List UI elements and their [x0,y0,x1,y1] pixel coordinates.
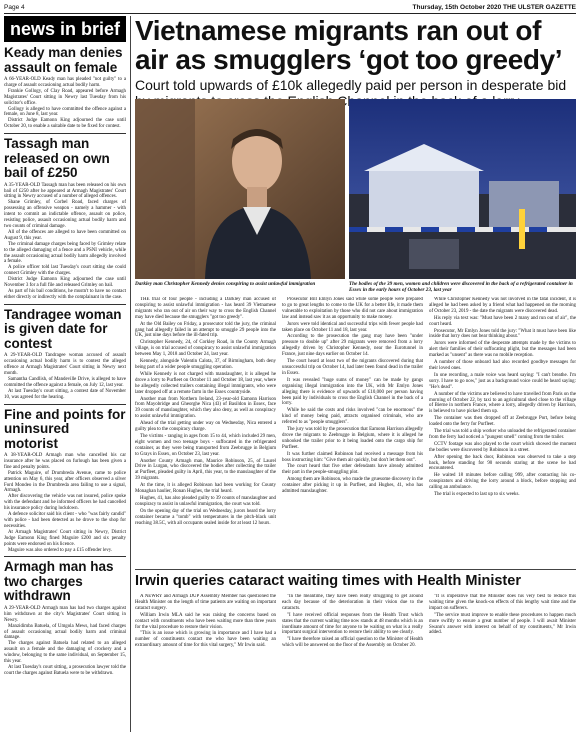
brief-paragraph: A defence solicitor said his client - who "was fairly candid" with police - had been detected as he drove to the shop for necessities. [4,512,126,529]
brief-paragraph: Patrick Maguire, of Drumbreda Avenue, came to police attention on May 6, this year, after officers observed a silver Ford Mondeo in the Drumbreda area failing to use a signal, Armagh. [4,470,126,494]
brief-body [4,453,126,553]
second-column-1 [135,594,276,730]
brief-paragraph: A 35-YEAR-OLD Tassagh man has been released on his own bail of £250 after he appeared at Armagh Magistrates' Court sitting in Newry accused of a number of alleged offences. [4,182,126,200]
lead-column-1 [135,297,276,565]
lead-story-heading [135,16,576,109]
brief-headline: Armagh man has two charges withdrawn [4,559,114,604]
brief-paragraph: The charges against Batuela had related to an alleged assault on a female and the damaging of crockery and a window, belonging to the same individual, on September 15, this year. [4,641,126,665]
paragraph: In one recording, a male voice was heard saying: "I can't breathe. I'm sorry. I have to go now," just as a background voice could be heard saying: "He's dead". [429,372,576,390]
brief-body [4,183,126,301]
photo-defendant [135,99,345,279]
paragraph: Among them are Robinson, who made the gruesome discovery in the container after picking it up in Purfleet, and Hughes, 41, who has admitted manslaughter. [282,477,423,495]
paragraph: The court heard at least two of the migrants discovered during that unsuccessful trip on October 14, had later been found dead in the trailer in Essex. [282,359,423,376]
paragraph: Kennedy, alongside Valentin Calota, 37, of Birmingham, both deny being part of a wider people smuggling operation. [135,359,276,370]
brief-paragraph: A police officer told last Tuesday's court sitting she could connect Grimley with the charges. [4,265,126,277]
paragraph: The container was then dropped off at Zeebrugge Port, before being loaded onto the ferry for Purfleet. [429,416,576,428]
brief-divider [4,556,126,557]
paragraph: Another man from Northern Ireland, 23-year-old Eamonn Harrison from Mayobridge and Gheorghe Nica (43) of Basildon in Essex, face 39 counts of manslaughter, which they also deny, as well as conspiracy to assist unlawful immigration. [135,396,276,420]
second-column-2 [282,594,423,730]
lead-standfirst: Court told upwards of £10k allegedly paid per person in desperate bid [135,77,567,93]
page-header [4,2,576,14]
paragraph: "In the meantime, they have been really struggling to get around each day because of the deterioration in their vision due to the cataracts. [282,594,423,611]
brief-paragraph: Manzidimba Batuela, of Umgola Mews, had faced charges of assault occasioning actual bodily harm and criminal damage. [4,623,126,641]
paragraph: While Christopher Kennedy was not involved in the fatal incident, it is alleged he had been asked by a friend what had happened on the morning of October 23, 2019 - the date the migrants were discovered dead. [429,297,576,314]
paragraph: The victims - ranging in ages from 15 to 44, which included 29 men, eight women and two teenage boys - suffocated in the refrigerated container, as they were being transported from Zeebrugge in Belgium to Grays in Essex, on October 23, last year. [135,433,276,457]
story-divider [135,569,576,570]
paragraph: At the Old Bailey on Friday, a prosecutor told the jury, the criminal gang had allegedly failed in an attempt to smuggle 29 people into the UK, just nine days before the ill-fated trip. [135,321,276,339]
paragraph: The jury was told by the prosecution that Eamonn Harrison allegedly drove the migrants to Zeebrugge in Belgium, where it is alleged he unhooked the trailer prior to it being loaded onto the cargo ship for Purfleet. [282,427,423,450]
brief-paragraph: Maguire was also ordered to pay a £15 offender levy. [8,547,113,553]
paragraph: Jurors were told identical and successful trips with fewer people had taken place on October 11 and 18, last year. [282,321,423,333]
page-number: Page 4 [4,4,25,11]
second-column-3 [429,594,576,730]
paragraph: "It is imperative that the Minister does his very best to reduce this waiting time given the knock-on effects of this lengthy wait time and the impact on sufferers. [429,594,576,611]
paragraph: After opening the back door, Robinson was observed to take a step back, before standing for 90 seconds staring at the scene he had encountered. [429,454,576,472]
lead-headline: Vietnamese migrants ran out of air as smugglers ‘got too greedy’ [135,15,563,75]
paragraph: The court heard that five other defendants have already admitted their part in the people-smuggling plot. [282,464,423,476]
brief-headline: Tassagh man released on own bail of £250 [4,136,110,181]
brief-body [4,77,126,130]
brief-body [4,353,126,400]
paragraph: "I have received official responses from the Health Trust which states that the current waiting time now stands at 48 months which is an inordinate amount of time for anyone to be waiting on what is a really important surgical intervention to restore their ability to see clearly. [282,612,423,636]
paragraph: Christopher Kennedy, 24, of Corkley Road, in the County Armagh village, is on trial accused of conspiracy to assist unlawful immigration between May 1, 2018 and October 24, last year. [135,340,276,358]
paragraph: It was revealed "huge sums of money" can be made by gangs organising illegal immigration into the UK, with Mr Emlyn Jones alleging there is evidence of upwards of £10,000 per person having been paid by individuals to cross the English Channel in the back of a lorry. [282,377,423,407]
brief-divider [4,133,126,134]
issue-date: Thursday, 15th October 2020 THE ULSTER GAZETTE [412,4,576,11]
briefs-column [4,46,126,732]
column-divider [130,16,131,732]
brief-headline: Keady man denies assault on female [4,46,123,75]
brief-paragraph: At last Tuesday's court sitting, a contest date of November 10, was agreed for the hearing. [4,388,126,400]
paragraph: Prosecutor, Mr Emlyn Jones told the jury: "What it must have been like inside that lorry does not bear thinking about." [429,328,576,340]
brief-paragraph: At Armagh Magistrates' Court sitting in Newry, District Judge Eamonn King fined Maguire £200 and six penalty points were endorsed on his licence. [4,529,126,547]
paragraph: A number of those onboard had also recorded goodbye messages for their loved ones. [429,360,576,371]
brief-divider [4,404,126,405]
section-tag: news in brief [4,16,126,42]
brief-paragraph: A 29-YEAR-OLD Armagh man has had two charges against him withdrawn at the city's Magistrates' Court sitting in Newry. [4,605,126,623]
paragraph: Another County Armagh man, Maurice Robinson, 25, of Laurel Drive in Lurgan, who discovered the bodies after collecting the trailer at Purfleet, pleaded guilty in April, this year, to the manslaughter of the 39 migrants. [135,458,276,482]
paragraph: A number of the victims are believed to have travelled from Paris on the morning of October 22, by taxi to an agricultural shed close to the village of Bierne in northern France, where a lorry, allegedly driven by Harrison, is believed to have picked them up. [429,391,576,415]
second-headline: Irwin queries cataract waiting times with Health Minister [135,573,521,589]
paragraph: CCTV footage was also played to the court which showed the moment the bodies were discovered by Robinson in a street. [429,441,576,453]
paragraph: "This is an issue which is growing in importance and I have had a number of constituents contact me who have been waiting an extraordinary amount of time for this vital surgery," Mr Irwin said. [135,631,276,649]
brief-paragraph: A 29-YEAR-OLD Tandragee woman accused of assault occasioning actual bodily harm is to contest the alleged offence at Armagh Magistrates' Court sitting in Newry next month. [4,353,126,376]
brief-paragraph: Samantha Candlish, of Mandeville Drive, is alleged to have committed the offence against a female, on July 12, last year. [4,376,126,388]
paragraph: Jurors were informed of the desperate attempts made by the victims to alert their families of their suffocating plight, but the messages had been marked as "unsent" as there was no mobile reception. [429,341,576,359]
brief-paragraph: Frankie Gollogy, of Clay Road, appeared before Armagh Magistrates' Court sitting in Newry last Tuesday from his solicitor's office. [4,88,126,106]
paragraph: William Irwin MLA said he was raising the concerns based on contact with constituents who have been waiting more than three years for the vital procedure to restore their vision. [135,612,276,630]
paragraph: Hughes, 41, has also pleaded guilty to 39 counts of manslaughter and conspiracy to assist in unlawful immigration, the court was told. [135,496,276,507]
paragraph: While Kennedy is not charged with manslaughter, it is alleged he drove a lorry to Purfleet on October 11 and October 18, last year, where he allegedly collected trailers containing illegal immigrants, who were later dropped off at a remote farm in the Essex countryside. [135,371,276,395]
brief-paragraph: All of the offences are alleged to have been committed on August 9, this year. [4,229,126,241]
brief-divider [4,304,126,305]
brief-paragraph: Shane Grimley, of Corbel Road, faced charges of possessing an offensive weapon - namely a hammer - with intent to commit an indictable offence, assault on police, resisting police, assault occasioning actual bodily harm and two counts of criminal damage. [4,200,126,229]
brief-headline: Tandragee woman is given date for contest [4,306,122,351]
brief-paragraph: District Judge Eamonn King adjourned the case until November 3 for a full file and released Grimley on bail. [4,277,126,289]
paragraph: His reply via text was: "Must have been 2 many and run out of air", the court heard. [429,315,576,327]
brief-headline: Fine and points for uninsured motorist [4,406,126,451]
brief-paragraph: Gollogy is alleged to have committed the offence against a female, on June 8, last year. [4,106,126,118]
caption-left: Darkley man Christopher Kennedy denies conspiring to assist unlawful immigration [135,281,316,287]
photo-crime-scene [349,99,576,279]
brief-paragraph: After discovering the vehicle was not insured, police spoke with the defendant and he informed officers he had cancelled his insurance policy during lockdown. [4,494,126,512]
paragraph: At the time, it is alleged Robinson had been working for County Monaghan haulier, Ronan Hughes, the trial heard. [135,483,276,495]
paragraph: "I have therefore raised an official question to the Minister of Health which will be answered on the floor of the Assembly on October 20. [282,637,423,649]
brief-paragraph: A 38-YEAR-OLD Armagh man who cancelled his car insurance after he was placed on furlough has been given a fine and penalty points. [4,453,126,470]
paragraph: It was further claimed Robinson had received a message from his boss instructing him: "Give them air quickly, but don't let them out". [282,451,423,463]
paragraph: On the opening day of the trial on Wednesday, jurors heard the lorry container became a "tomb" with temperatures in the pitch-black unit reaching 38.5C, with all occupants sealed inside for at least 12 hours. [135,508,276,526]
brief-paragraph: As part of his bail conditions, he mustn't to have no contact either directly or indirectly with the complainant in the case. [4,288,126,300]
paragraph: While he said the costs and risks involved "can be enormous" the kind of money being paid, attracts organised criminals, who are referred to as "people smugglers". [282,408,423,426]
paragraph: A NEWRY and Armagh DUP Assembly Member has questioned the Health Minister on the length of time patients are waiting on important cataract surgery. [135,594,276,611]
caption-right: The bodies of the 39 men, women and children were discovered in the back of a refrigerated container in Essex in the early hours of October 23, last year [349,281,573,294]
paragraph: He waited 18 minutes before calling 999, after contacting his co-conspirators and driving the lorry around a block, before stopping and calling an ambulance. [429,473,576,491]
paragraph: The trial is expected to last up to six weeks. [434,492,520,498]
brief-paragraph: The criminal damage charges being faced by Grimley relate to the alleged damaging of a fence and a PSNI vehicle, while the assault occasioning actual bodily harm allegedly involved a female. [4,241,126,265]
lead-column-3 [429,297,576,565]
paragraph: THE trial of four people - including a Darkley man accused of conspiring to assist unlawful immigration - has heard 39 Vietnamese migrants who ran out of air on their way to cross the English Channel may have died because the smugglers "got too greedy". [135,297,276,320]
brief-paragraph: District Judge Eamonn King adjourned the case until October 20, to enable a suitable date to be fixed for contest. [4,118,126,130]
paragraph: "The service must improve to enable these procedures to happen much more swiftly to ensure a great number of people. I will await Minister Swann's answer with interest on behalf of my constituents," Mr Irwin added. [429,612,576,636]
paragraph: The trial was told a ship worker who unloaded the refrigerated container from the ferry had noticed a "pungent smell" coming from the trailer. [429,429,576,440]
brief-paragraph: At last Tuesday's court sitting, a prosecution lawyer told the court the charges against Batuela were to be withdrawn. [4,665,126,676]
brief-paragraph: A 66-YEAR-OLD Keady man has pleaded "not guilty" to a charge of assault occasioning actual bodily harm. [4,77,126,88]
brief-body [4,606,126,677]
paragraph: According to the prosecution the gang may have been "under pressure to double up" after 29 migrants were removed from a lorry allegedly driven by Christopher Kennedy, near the Eurotunnel in France, just nine days earlier on October 14. [282,334,423,358]
paragraph: Prosecutor Bill Emlyn Jones said while some people were prepared to go to great lengths to come to the UK for a better life, it made them vulnerable to exploitation by those who did not care about immigration law and instead saw it as an opportunity to make money. [282,297,423,320]
paragraph: Ahead of the trial getting under way on Wednesday, Nica entered a guilty plea to the conspiracy charge. [135,421,276,433]
lead-column-2 [282,297,423,565]
